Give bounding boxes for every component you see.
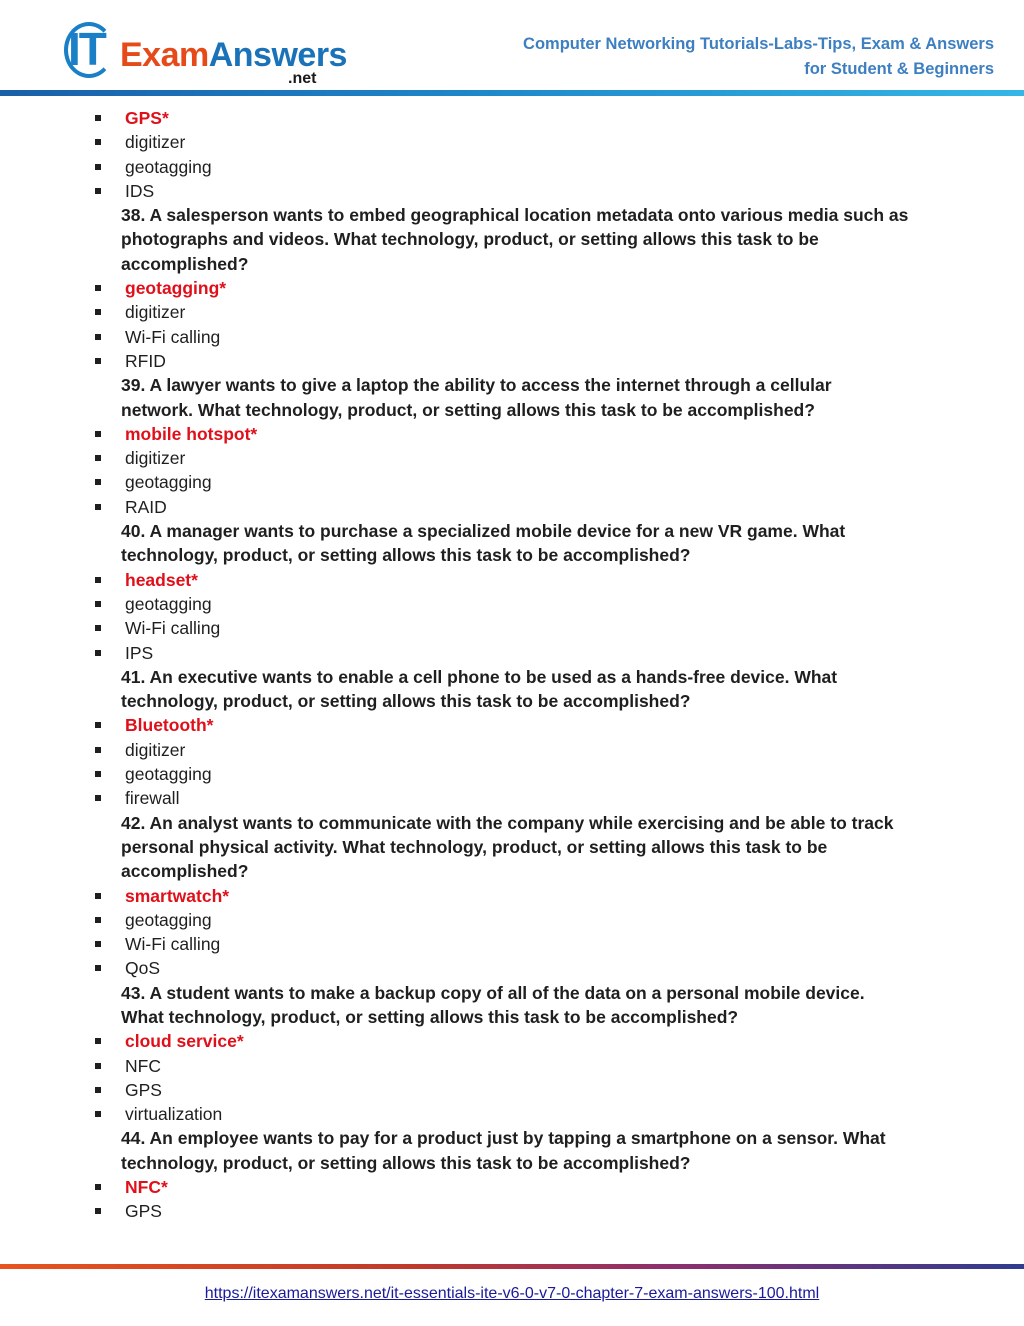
square-bullet-icon (95, 431, 101, 437)
option-text: Wi-Fi calling (125, 618, 221, 639)
logo-exam: Exam (120, 36, 209, 74)
square-bullet-icon (95, 747, 101, 753)
question-text: 38. A salesperson wants to embed geographical location metadata onto various media such as (121, 205, 909, 226)
square-bullet-icon (95, 577, 101, 583)
answer-option (0, 1102, 1024, 1126)
option-text: NFC (125, 1055, 161, 1076)
square-bullet-icon (95, 1038, 101, 1044)
square-bullet-icon (95, 965, 101, 971)
option-text: cloud service* (125, 1031, 244, 1052)
answer-option (0, 616, 1024, 640)
correct-answer-option (0, 276, 1024, 300)
correct-answer-option (0, 106, 1024, 130)
tagline-line-1: Computer Networking Tutorials-Labs-Tips, Exam & Answers (523, 35, 994, 53)
square-bullet-icon (95, 188, 101, 194)
square-bullet-icon (95, 309, 101, 315)
footer-divider (0, 1264, 1024, 1269)
square-bullet-icon (95, 164, 101, 170)
question-text-line (0, 373, 1024, 397)
square-bullet-icon (95, 285, 101, 291)
question-text-line (0, 1005, 1024, 1029)
question-text-line (0, 398, 1024, 422)
option-text: headset* (125, 569, 198, 590)
question-text: 42. An analyst wants to communicate with the company while exercising and be able to track (121, 812, 894, 833)
option-text: GPS (125, 1079, 162, 1100)
correct-answer-option (0, 1175, 1024, 1199)
answer-option (0, 1054, 1024, 1078)
logo-net: .net (288, 70, 317, 87)
option-text: geotagging (125, 593, 212, 614)
question-text-line (0, 1151, 1024, 1175)
question-text-line (0, 252, 1024, 276)
option-text: geotagging (125, 156, 212, 177)
question-text-line (0, 203, 1024, 227)
question-text-line (0, 543, 1024, 567)
question-text-line (0, 665, 1024, 689)
answer-option (0, 1078, 1024, 1102)
site-logo[interactable] (64, 20, 347, 90)
question-text-line (0, 1126, 1024, 1150)
answer-option (0, 908, 1024, 932)
square-bullet-icon (95, 1087, 101, 1093)
answer-option (0, 300, 1024, 324)
option-text: digitizer (125, 132, 186, 153)
square-bullet-icon (95, 1184, 101, 1190)
question-text: What technology, product, or setting allows this task to be accomplished? (121, 1006, 739, 1027)
square-bullet-icon (95, 893, 101, 899)
question-text: personal physical activity. What technology, product, or setting allows this task to be (121, 836, 828, 857)
answer-option (0, 155, 1024, 179)
option-text: mobile hotspot* (125, 423, 258, 444)
option-text: Bluetooth* (125, 715, 214, 736)
answer-option (0, 446, 1024, 470)
square-bullet-icon (95, 771, 101, 777)
logo-answers: Answers (208, 36, 347, 74)
question-text: network. What technology, product, or setting allows this task to be accomplished? (121, 399, 815, 420)
option-text: firewall (125, 788, 180, 809)
question-text-line (0, 227, 1024, 251)
tagline-line-2: for Student & Beginners (804, 60, 994, 78)
option-text: digitizer (125, 448, 186, 469)
correct-answer-option (0, 1029, 1024, 1053)
correct-answer-option (0, 568, 1024, 592)
answer-option (0, 786, 1024, 810)
answer-option (0, 349, 1024, 373)
correct-answer-option (0, 884, 1024, 908)
square-bullet-icon (95, 504, 101, 510)
square-bullet-icon (95, 358, 101, 364)
question-text-line (0, 689, 1024, 713)
square-bullet-icon (95, 941, 101, 947)
answer-option (0, 762, 1024, 786)
option-text: smartwatch* (125, 885, 230, 906)
correct-answer-option (0, 713, 1024, 737)
option-text: QoS (125, 958, 161, 979)
option-text: geotagging (125, 764, 212, 785)
answer-option (0, 932, 1024, 956)
square-bullet-icon (95, 115, 101, 121)
square-bullet-icon (95, 722, 101, 728)
question-text: photographs and videos. What technology, product, or setting allows this task to be (121, 229, 819, 250)
answer-option (0, 592, 1024, 616)
option-text: GPS* (125, 108, 169, 128)
logo-wordmark (120, 36, 347, 74)
question-text: accomplished? (121, 861, 249, 882)
answer-option (0, 470, 1024, 494)
answer-option (0, 956, 1024, 980)
option-text: GPS (125, 1201, 162, 1222)
square-bullet-icon (95, 625, 101, 631)
answer-option (0, 325, 1024, 349)
question-text-line (0, 981, 1024, 1005)
header-divider (0, 90, 1024, 96)
page-header (0, 0, 1024, 100)
option-text: geotagging (125, 472, 212, 493)
option-text: geotagging (125, 909, 212, 930)
square-bullet-icon (95, 139, 101, 145)
question-text: technology, product, or setting allows this task to be accomplished? (121, 691, 691, 712)
question-text: technology, product, or setting allows this task to be accomplished? (121, 1152, 691, 1173)
question-text-line (0, 859, 1024, 883)
square-bullet-icon (95, 479, 101, 485)
square-bullet-icon (95, 1063, 101, 1069)
question-text: technology, product, or setting allows this task to be accomplished? (121, 545, 691, 566)
question-text: 44. An employee wants to pay for a product just by tapping a smartphone on a sensor. What (121, 1128, 886, 1149)
question-text-line (0, 811, 1024, 835)
option-text: RFID (125, 350, 166, 371)
square-bullet-icon (95, 1111, 101, 1117)
square-bullet-icon (95, 1208, 101, 1214)
square-bullet-icon (95, 455, 101, 461)
answer-option (0, 179, 1024, 203)
option-text: geotagging* (125, 278, 227, 299)
source-link[interactable]: https://itexamanswers.net/it-essentials-ite-v6-0-v7-0-chapter-7-exam-answers-100.html (204, 1285, 820, 1302)
answer-option (0, 641, 1024, 665)
exam-content (0, 106, 1024, 1224)
square-bullet-icon (95, 795, 101, 801)
option-text: digitizer (125, 739, 186, 760)
question-text-line (0, 519, 1024, 543)
square-bullet-icon (95, 917, 101, 923)
answer-option (0, 495, 1024, 519)
question-text: 40. A manager wants to purchase a specialized mobile device for a new VR game. What (121, 521, 846, 542)
logo-it: IT (68, 23, 105, 75)
question-text: 39. A lawyer wants to give a laptop the ability to access the internet through a cellular (121, 375, 832, 396)
option-text: Wi-Fi calling (125, 934, 221, 955)
option-text: Wi-Fi calling (125, 326, 221, 347)
answer-option (0, 130, 1024, 154)
option-text: IPS (125, 642, 154, 663)
square-bullet-icon (95, 334, 101, 340)
option-text: virtualization (125, 1104, 223, 1125)
answer-option (0, 738, 1024, 762)
option-text: NFC* (125, 1177, 168, 1198)
site-tagline (523, 32, 994, 82)
question-text-line (0, 835, 1024, 859)
question-text: accomplished? (121, 253, 249, 274)
question-text: 43. A student wants to make a backup copy of all of the data on a personal mobile device. (121, 982, 865, 1003)
correct-answer-option (0, 422, 1024, 446)
option-text: IDS (125, 180, 155, 201)
option-text: digitizer (125, 302, 186, 323)
question-text: 41. An executive wants to enable a cell phone to be used as a hands-free device. What (121, 666, 838, 687)
square-bullet-icon (95, 650, 101, 656)
option-text: RAID (125, 496, 167, 517)
square-bullet-icon (95, 601, 101, 607)
answer-option (0, 1199, 1024, 1223)
